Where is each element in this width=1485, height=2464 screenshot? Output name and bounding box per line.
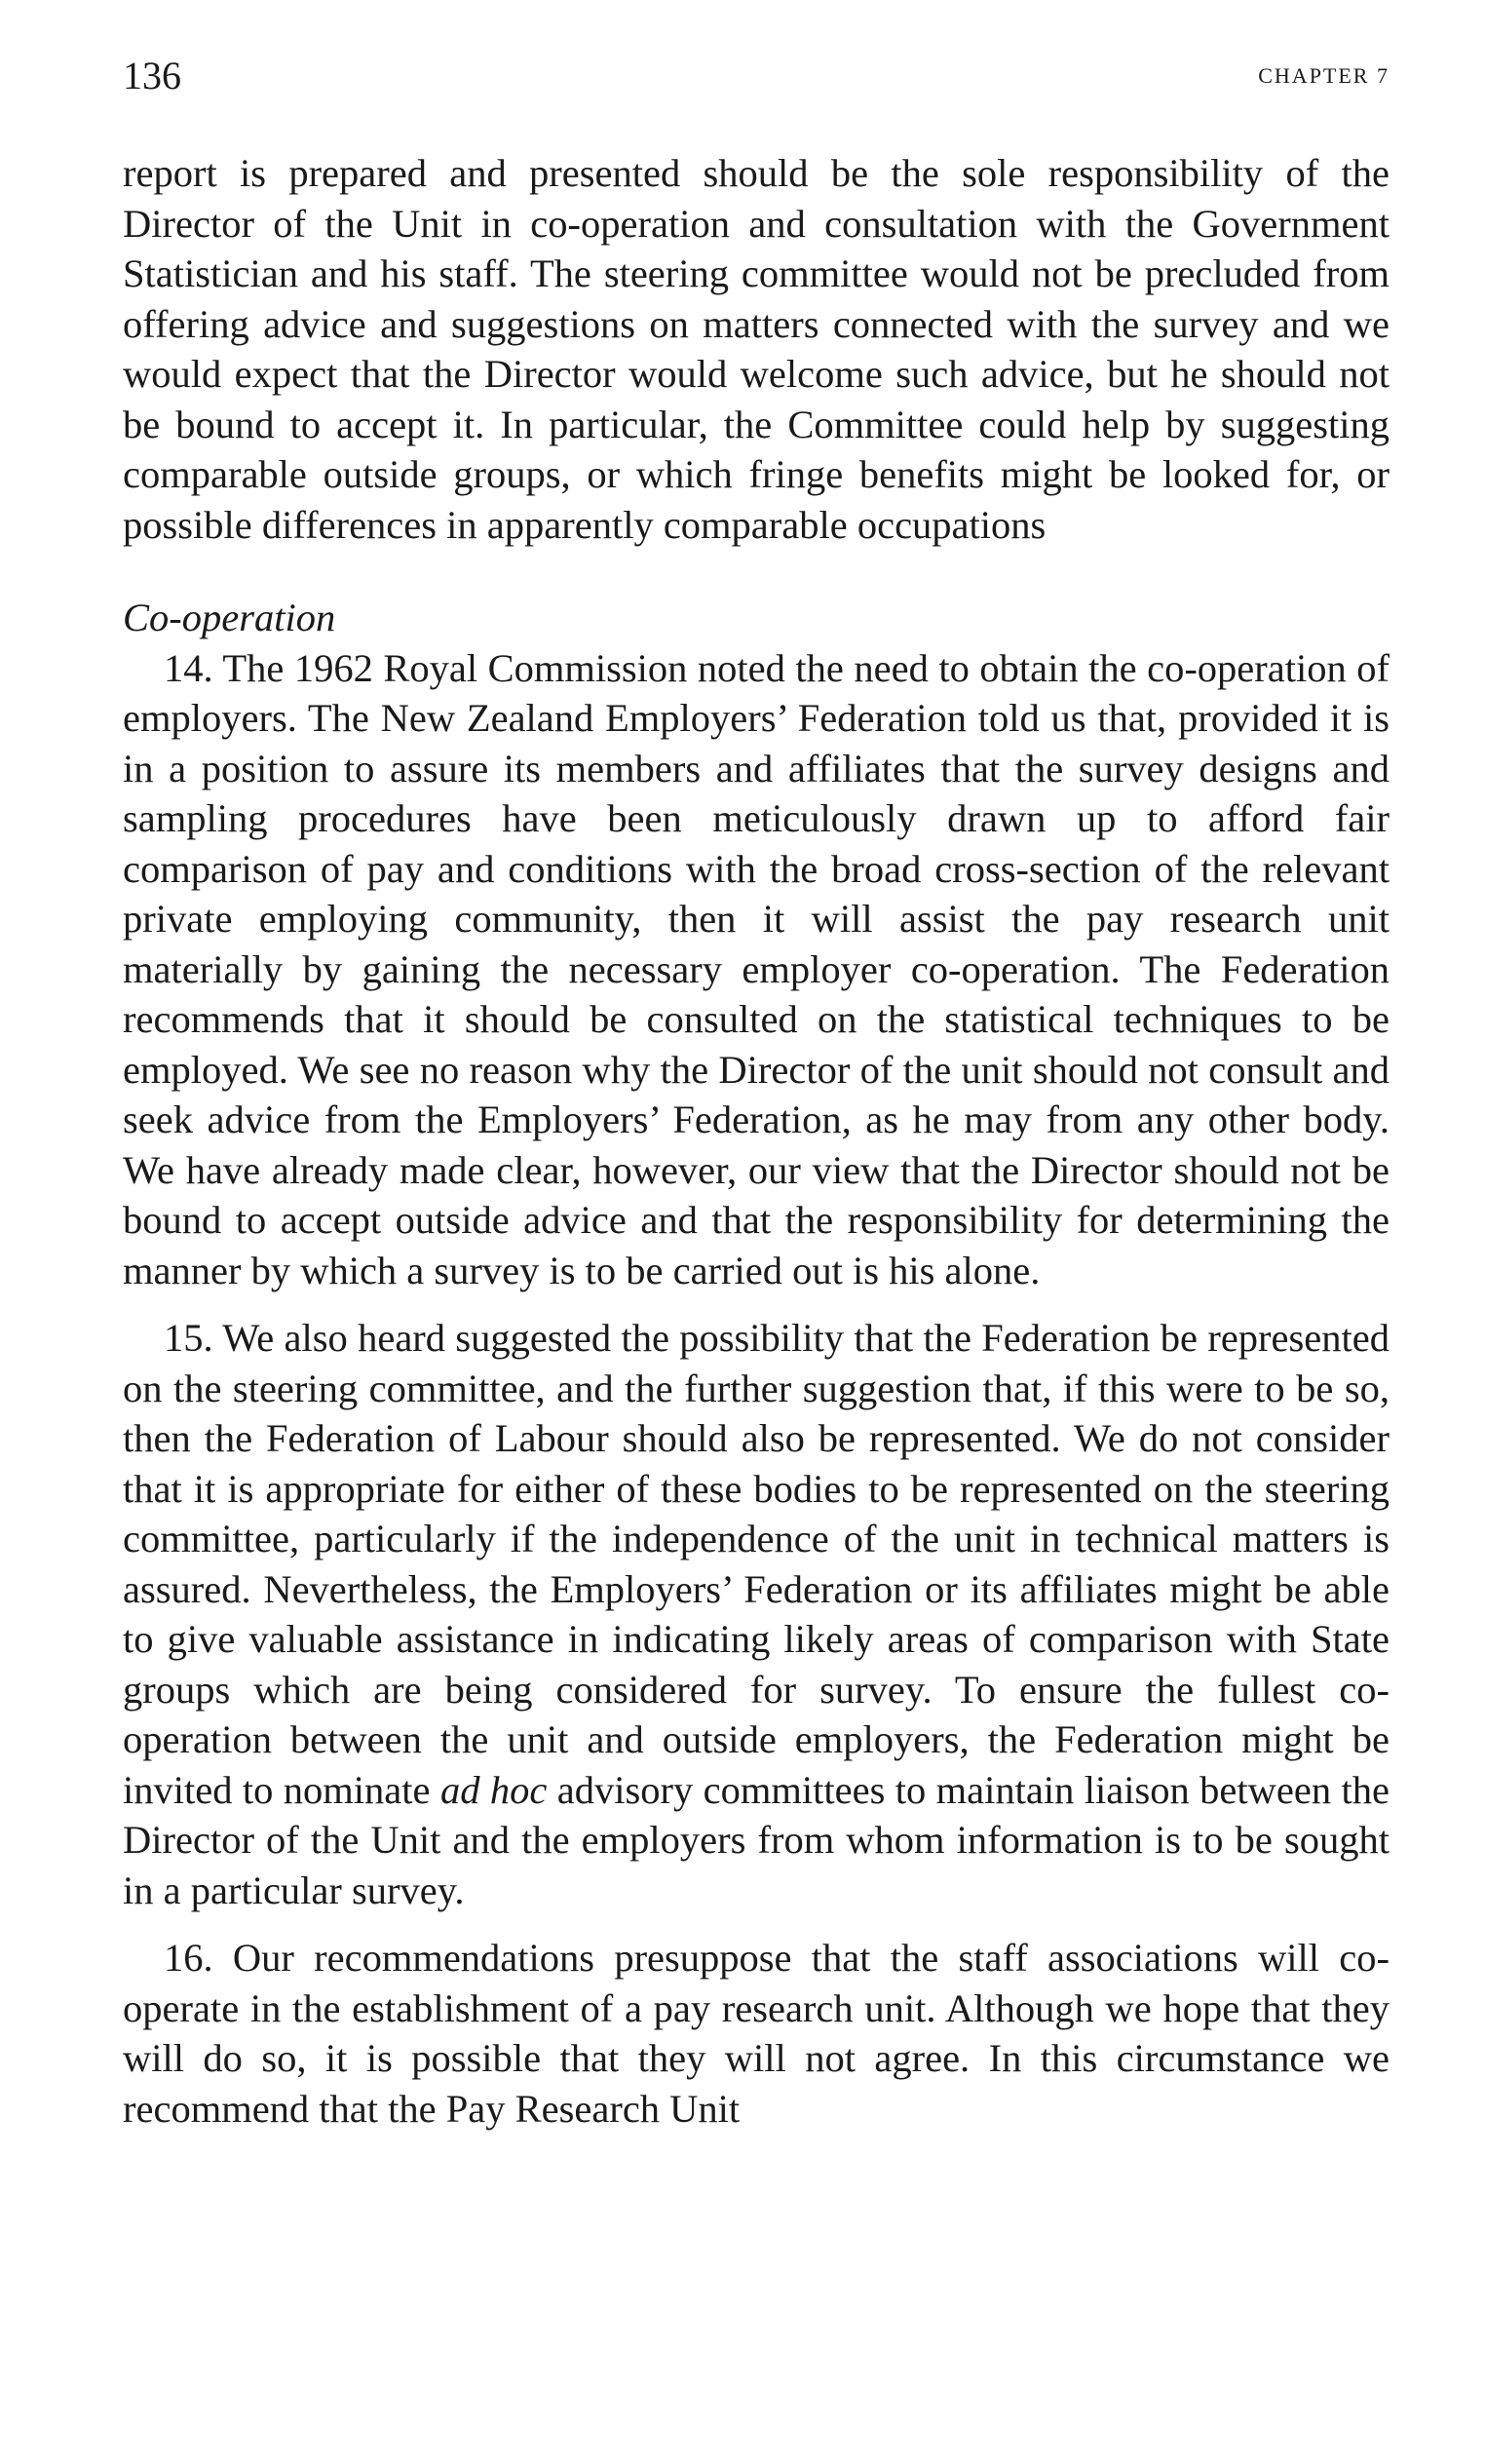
paragraph-15-text-before: 15. We also heard suggested the possibility that the Federation be represented on the steering committee, and the further suggestion that, if this were to be so, then the Federation of Labour should also be represented. We do not consider that it is appropriate for either of these bodies to be represented on the steering committee, particularly if the independence of the unit in technical matters is assured. Nevertheless, the Employers’ Federation or its affiliates might be able to give valuable assistance in indicating likely areas of comparison with State groups which are being considered for survey. To ensure the fullest co-operation between the unit and outside employers, the Federation might be invited to nominate bbox=[123, 1316, 1390, 1812]
paragraph-14: 14. The 1962 Royal Commission noted the need to obtain the co-operation of employers. The New Zealand Employers’ Federation told us that, provided it is in a position to assure its members and affiliates that the survey designs and sampling procedures have been meticulously drawn up to afford fair comparison of pay and conditions with the broad cross-section of the relevant private employing community, then it will assist the pay research unit materially by gaining the necessary employer co-operation. The Federation recommends that it should be consulted on the statistical techniques to be employed. We see no reason why the Director of the unit should not consult and seek advice from the Employers’ Federation, as he may from any other body. We have already made clear, however, our view that the Director should not be bound to accept outside advice and that the responsibility for determining the manner by which a survey is to be carried out is his alone. bbox=[123, 645, 1390, 1292]
section-heading: Co-operation bbox=[123, 596, 336, 639]
spacer bbox=[123, 1295, 1390, 1313]
spacer bbox=[123, 550, 1390, 593]
page-number: 136 bbox=[123, 54, 181, 97]
chapter-label: CHAPTER 7 bbox=[1258, 63, 1390, 88]
paragraph-15 bbox=[123, 1313, 1390, 1915]
running-header bbox=[123, 47, 1390, 105]
spacer bbox=[123, 1915, 1390, 1933]
body-text bbox=[123, 148, 1390, 2134]
paragraph-16: 16. Our recommendations presuppose that the staff associations will co-operate in the establishment of a pay research unit. Although we hope that they will do so, it is possible that they will not agree. In this circumstance we recommend that the Pay Research Unit bbox=[123, 1936, 1390, 2131]
paragraph-15-text-after: advisory committees to maintain liaison between the Director of the Unit and the employers from whom information is to be sought in a particular survey. bbox=[123, 1767, 1390, 1912]
paragraph-continued: report is prepared and presented should be the sole responsibility of the Director of the Unit in co-operation and consultation with the Government Statistician and his staff. The steering committee would not be precluded from offering advice and suggestions on matters connected with the survey and we would expect that the Director would welcome such advice, but he should not be bound to accept it. In particular, the Committee could help by suggesting comparable outside groups, or which fringe benefits might be looked for, or possible differences in apparently comparable occupations bbox=[123, 151, 1390, 547]
paragraph-15-italic-phrase: ad hoc bbox=[439, 1767, 548, 1812]
